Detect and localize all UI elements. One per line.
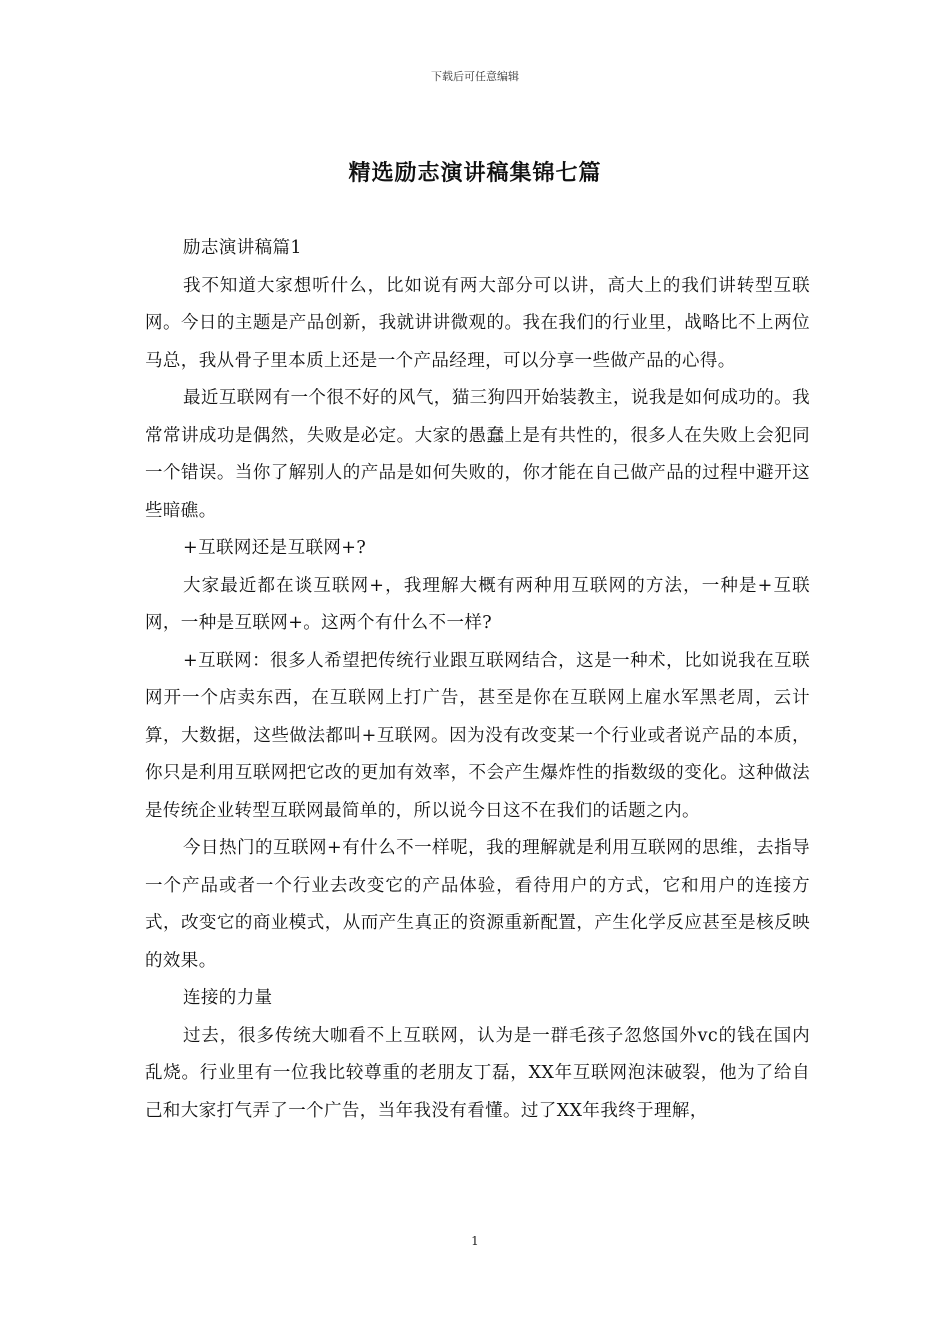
header-note: 下载后可任意编辑 xyxy=(431,70,519,83)
paragraph: 我不知道大家想听什么，比如说有两大部分可以讲，高大上的我们讲转型互联网。今日的主题是产品创新，我就讲讲微观的。我在我们的行业里，战略比不上两位马总，我从骨子里本质上还是一个产品经理，可以分享一些做产品的心得。 xyxy=(145,275,810,371)
paragraph: 大家最近都在谈互联网+，我理解大概有两种用互联网的方法，一种是+互联网，一种是互联网+。这两个有什么不一样? xyxy=(145,575,810,633)
section-heading: 连接的力量 xyxy=(183,988,273,1008)
document-body xyxy=(145,230,810,1130)
paragraph: 今日热门的互联网+有什么不一样呢，我的理解就是利用互联网的思维，去指导一个产品或者一个行业去改变它的产品体验，看待用户的方式，它和用户的连接方式，改变它的商业模式，从而产生真正的资源重新配置，产生化学反应甚至是核反映的效果。 xyxy=(145,838,810,971)
section-heading: 励志演讲稿篇1 xyxy=(183,238,302,258)
paragraph: 最近互联网有一个很不好的风气，猫三狗四开始装教主，说我是如何成功的。我常常讲成功是偶然，失败是必定。大家的愚蠢上是有共性的，很多人在失败上会犯同一个错误。当你了解别人的产品是如何失败的，你才能在自己做产品的过程中避开这些暗礁。 xyxy=(145,388,810,521)
paragraph: 过去，很多传统大咖看不上互联网，认为是一群毛孩子忽悠国外vc的钱在国内乱烧。行业里有一位我比较尊重的老朋友丁磊，XX年互联网泡沫破裂，他为了给自己和大家打气弄了一个广告，当年我没有看懂。过了XX年我终于理解， xyxy=(145,1025,810,1121)
section-heading: +互联网还是互联网+? xyxy=(183,538,367,558)
document-title: 精选励志演讲稿集锦七篇 xyxy=(348,161,602,186)
paragraph: +互联网：很多人希望把传统行业跟互联网结合，这是一种术，比如说我在互联网开一个店卖东西，在互联网上打广告，甚至是你在互联网上雇水军黑老周，云计算，大数据，这些做法都叫+互联网。因为没有改变某一个行业或者说产品的本质，你只是利用互联网把它改的更加有效率，不会产生爆炸性的指数级的变化。这种做法是传统企业转型互联网最简单的，所以说今日这不在我们的话题之内。 xyxy=(145,650,810,821)
page-number: 1 xyxy=(471,1234,479,1248)
